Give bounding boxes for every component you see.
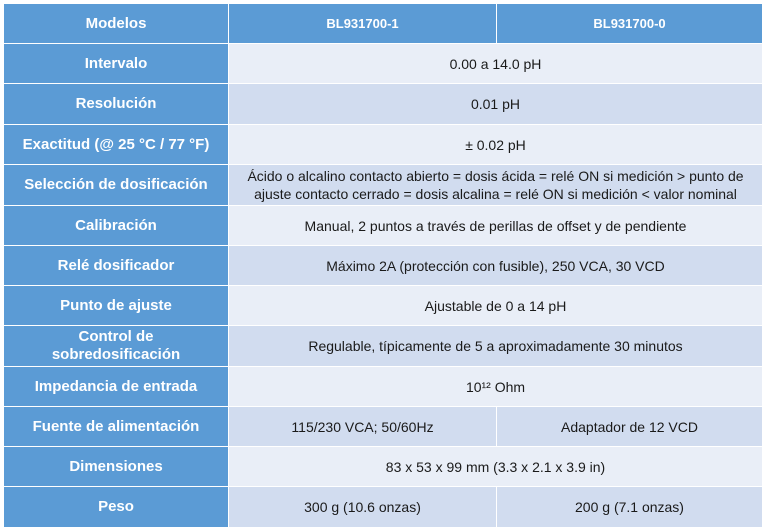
row-value bbox=[229, 165, 763, 206]
row-label: Peso bbox=[4, 487, 229, 528]
table-row bbox=[4, 447, 763, 487]
row-label: Fuente de alimentación bbox=[4, 407, 229, 447]
row-label: Exactitud (@ 25 °C / 77 °F) bbox=[4, 125, 229, 165]
specifications-table bbox=[3, 3, 763, 528]
row-value: 0.00 a 14.0 pH bbox=[229, 44, 763, 84]
row-label: Resolución bbox=[4, 84, 229, 125]
row-value-model-2: 200 g (7.1 onzas) bbox=[497, 487, 763, 528]
row-value-model-1: 300 g (10.6 onzas) bbox=[229, 487, 497, 528]
row-value: Ajustable de 0 a 14 pH bbox=[229, 286, 763, 326]
table-row bbox=[4, 44, 763, 84]
table-row bbox=[4, 286, 763, 326]
header-models-label: Modelos bbox=[4, 4, 229, 44]
table-row bbox=[4, 367, 763, 407]
row-value-model-1: 115/230 VCA; 50/60Hz bbox=[229, 407, 497, 447]
row-value: 0.01 pH bbox=[229, 84, 763, 125]
table-row bbox=[4, 487, 763, 528]
table-row bbox=[4, 206, 763, 246]
header-model-2: BL931700-0 bbox=[497, 4, 763, 44]
row-value-line-2: ajuste contacto cerrado = dosis alcalina = relé ON si medición < valor nominal bbox=[254, 186, 737, 202]
row-label bbox=[4, 326, 229, 367]
row-value: Regulable, típicamente de 5 a aproximadamente 30 minutos bbox=[229, 326, 763, 367]
row-label: Relé dosificador bbox=[4, 246, 229, 286]
header-row bbox=[4, 4, 763, 44]
header-model-1: BL931700-1 bbox=[229, 4, 497, 44]
row-value: 83 x 53 x 99 mm (3.3 x 2.1 x 3.9 in) bbox=[229, 447, 763, 487]
row-value: 10¹² Ohm bbox=[229, 367, 763, 407]
row-label: Punto de ajuste bbox=[4, 286, 229, 326]
row-label: Impedancia de entrada bbox=[4, 367, 229, 407]
row-value-line-1: Ácido o alcalino contacto abierto = dosis ácida = relé ON si medición > punto de bbox=[247, 168, 744, 184]
row-label: Intervalo bbox=[4, 44, 229, 84]
table-row bbox=[4, 326, 763, 367]
row-value: Máximo 2A (protección con fusible), 250 VCA, 30 VCD bbox=[229, 246, 763, 286]
row-value: Manual, 2 puntos a través de perillas de offset y de pendiente bbox=[229, 206, 763, 246]
row-label: Calibración bbox=[4, 206, 229, 246]
row-value-model-2: Adaptador de 12 VCD bbox=[497, 407, 763, 447]
table-row bbox=[4, 407, 763, 447]
row-label-line-1: Control de bbox=[78, 328, 154, 345]
table-row bbox=[4, 84, 763, 125]
table-row bbox=[4, 165, 763, 206]
row-label-line-2: sobredosificación bbox=[51, 346, 181, 363]
row-value: ± 0.02 pH bbox=[229, 125, 763, 165]
row-label: Dimensiones bbox=[4, 447, 229, 487]
table-row bbox=[4, 125, 763, 165]
table-row bbox=[4, 246, 763, 286]
row-label: Selección de dosificación bbox=[4, 165, 229, 206]
